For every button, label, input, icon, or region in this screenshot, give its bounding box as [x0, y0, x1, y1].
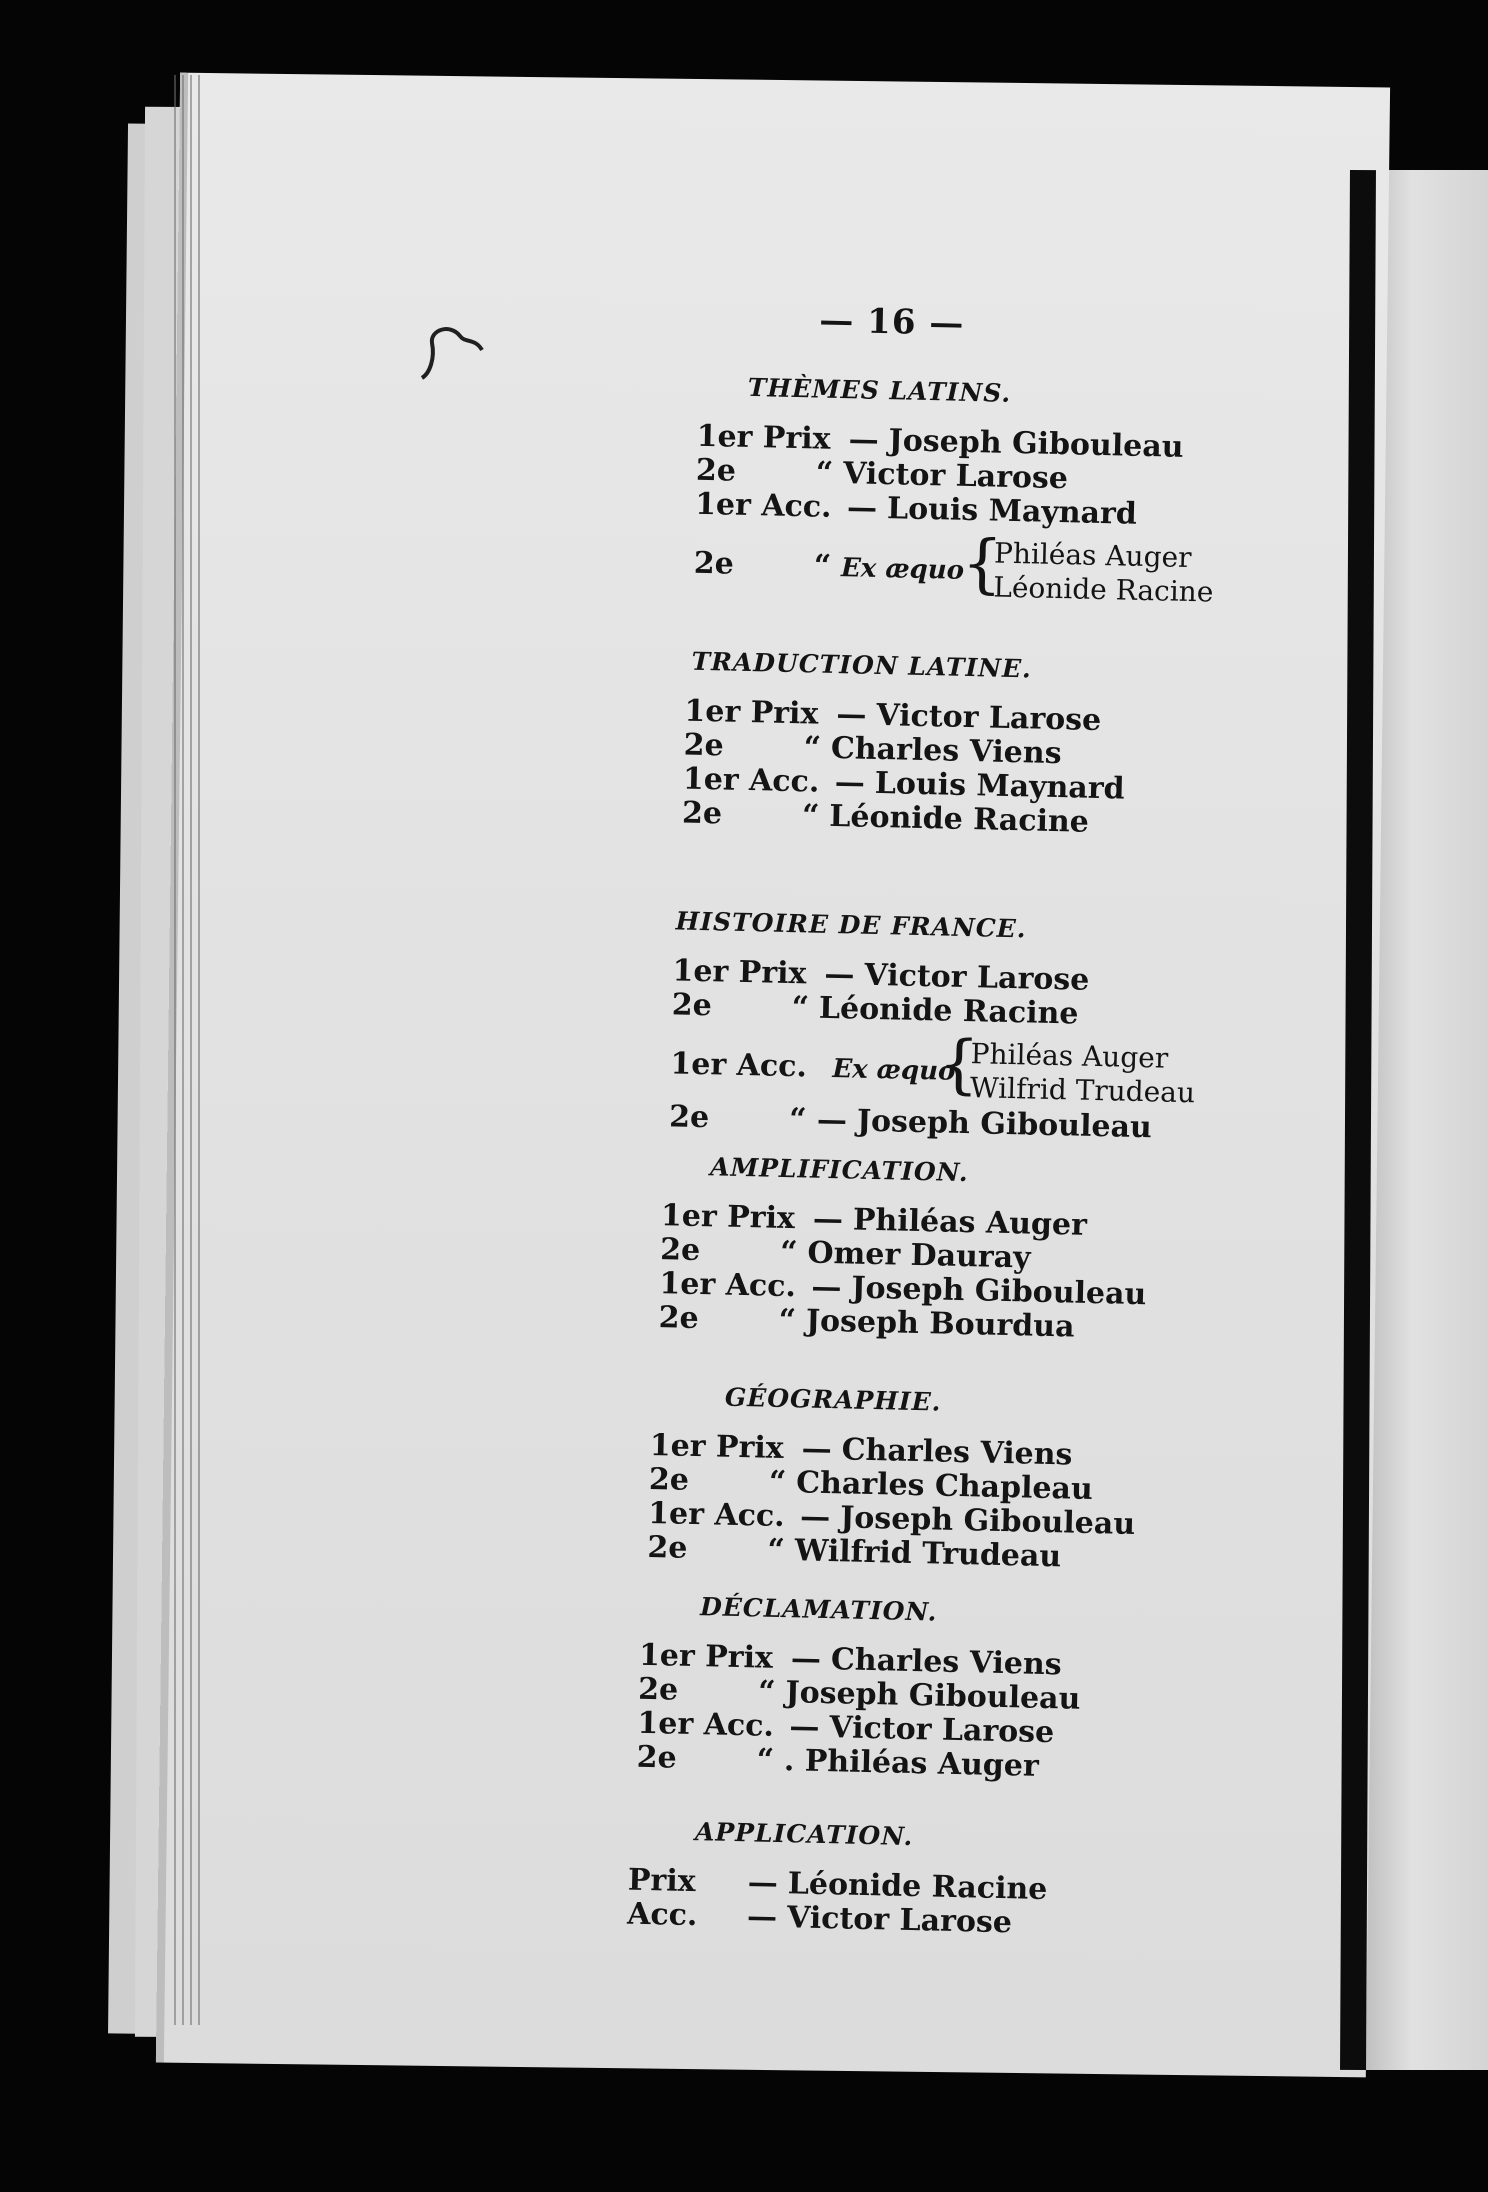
prize-rank: 2e: [659, 1232, 701, 1269]
prize-separator: “: [791, 990, 810, 1026]
prize-rank: 2e: [647, 1529, 688, 1566]
prize-rank: 2e: [658, 1300, 700, 1337]
prize-rank: 1er Prix: [672, 953, 807, 992]
prize-rank: 1er Prix: [660, 1198, 796, 1237]
prize-separator: “: [768, 1464, 787, 1501]
prize-separator: —: [747, 1865, 779, 1901]
winner-name: Charles Viens: [841, 1432, 1073, 1473]
prize-rank: 1er Acc.: [647, 1495, 786, 1535]
winner-name: Joseph Gibouleau: [785, 1675, 1081, 1717]
winner-name: Joseph Gibouleau: [839, 1500, 1136, 1542]
page-number: — 16 —: [818, 300, 965, 344]
prize-separator: “: [756, 1742, 775, 1778]
prize-separator: “: [801, 798, 820, 834]
prize-separator: —: [789, 1709, 820, 1745]
prize-separator: —: [746, 1899, 778, 1935]
prize-rank: 2e: [668, 1099, 710, 1136]
prize-rank: 2e: [681, 795, 723, 832]
prize-rank: Acc.: [626, 1896, 698, 1934]
winner-name: Joseph Gibouleau: [851, 1270, 1147, 1313]
prize-rank: 2e: [695, 452, 737, 489]
prize-rank: 2e: [648, 1461, 690, 1498]
prize-separator: —: [811, 1269, 842, 1306]
prize-separator: “: [813, 548, 832, 584]
prize-separator: “: [815, 455, 834, 491]
ex-aequo-label: Ex æquo: [840, 553, 965, 586]
winner-name: Victor Larose: [786, 1900, 1013, 1941]
winner-name: Léonide Racine: [992, 570, 1214, 609]
section-heading: DÉCLAMATION.: [699, 1592, 938, 1627]
winner-name: Léonide Racine: [818, 990, 1079, 1032]
winner-name: Victor Larose: [829, 1710, 1055, 1751]
prize-separator: “: [779, 1234, 798, 1271]
prize-rank: 1er Prix: [638, 1637, 774, 1676]
prize-rank: 1er Acc.: [637, 1705, 775, 1744]
prize-rank: Prix: [627, 1862, 696, 1900]
winner-name: Charles Viens: [830, 1642, 1063, 1683]
winner-name: Louis Maynard: [886, 491, 1138, 532]
prize-rank: 2e: [636, 1739, 678, 1776]
ex-aequo-label: Ex æquo: [832, 1054, 956, 1087]
prize-separator: —: [799, 1499, 831, 1536]
winner-name: Joseph Gibouleau: [888, 423, 1184, 465]
prize-rank: 1er Acc.: [670, 1046, 808, 1085]
prize-rank: 2e: [671, 987, 713, 1024]
winner-name: Victor Larose: [864, 957, 1090, 998]
prize-rank: 2e: [637, 1671, 679, 1708]
winner-name: Omer Dauray: [807, 1235, 1031, 1276]
prize-separator: —: [846, 490, 878, 526]
prize-separator: “: [767, 1532, 786, 1569]
section-heading: AMPLIFICATION.: [709, 1152, 969, 1188]
section-heading: THÈMES LATINS.: [747, 372, 1012, 408]
prize-rank: 1er Prix: [696, 418, 831, 457]
prize-row: [626, 1896, 1013, 1941]
tie-row: [670, 1046, 956, 1087]
winner-name: Wilfrid Trudeau: [969, 1071, 1196, 1110]
winner-name: Joseph Gibouleau: [856, 1103, 1153, 1146]
winner-name: Léonide Racine: [787, 1866, 1048, 1908]
section-heading: TRADUCTION LATINE.: [691, 646, 1033, 684]
prize-rank: 1er Acc.: [659, 1266, 797, 1305]
winner-name: Louis Maynard: [874, 765, 1125, 807]
page-edge-lines: [170, 75, 210, 2025]
winner-name: Philéas Auger: [993, 536, 1192, 575]
section-heading: GÉOGRAPHIE.: [724, 1382, 942, 1417]
winner-name: Victor Larose: [876, 697, 1102, 739]
prize-separator: —: [801, 1431, 833, 1468]
prize-separator: —: [848, 422, 880, 458]
prize-separator: —: [824, 956, 855, 993]
prize-rank: 1er Prix: [684, 693, 819, 732]
tied-winners: [970, 1037, 1197, 1110]
section-heading: APPLICATION.: [694, 1817, 914, 1852]
prize-separator: —: [812, 1201, 844, 1238]
ink-mark: [420, 318, 500, 388]
prize-separator: —: [790, 1641, 822, 1677]
prize-separator: “ —: [788, 1102, 848, 1139]
winner-name: Charles Chapleau: [795, 1465, 1094, 1508]
winner-name: Philéas Auger: [970, 1037, 1169, 1075]
tied-winners: [993, 537, 1215, 610]
prize-rank: 1er Acc.: [694, 486, 832, 525]
winner-name: Charles Viens: [830, 730, 1062, 772]
prize-separator: “: [803, 730, 822, 766]
brace-symbol: {: [937, 1027, 981, 1103]
winner-name: Wilfrid Trudeau: [794, 1533, 1062, 1575]
brace-symbol: {: [961, 526, 1004, 602]
prize-rank: 1er Prix: [649, 1427, 785, 1467]
section-heading: HISTOIRE DE FRANCE.: [675, 906, 1027, 944]
prize-rank: 1er Acc.: [682, 761, 820, 800]
winner-name: Philéas Auger: [852, 1202, 1088, 1243]
winner-name: . Philéas Auger: [783, 1743, 1040, 1784]
winner-name: Victor Larose: [842, 456, 1069, 497]
prize-rank: 2e: [693, 545, 735, 582]
prize-separator: —: [834, 765, 866, 801]
prize-rank: 2e: [683, 727, 725, 764]
prize-separator: “: [757, 1674, 776, 1710]
winner-name: Léonide Racine: [828, 798, 1090, 840]
tie-row: [693, 546, 964, 587]
prize-separator: “: [778, 1302, 797, 1339]
winner-name: Joseph Bourdua: [805, 1303, 1075, 1345]
prize-separator: —: [836, 697, 867, 733]
